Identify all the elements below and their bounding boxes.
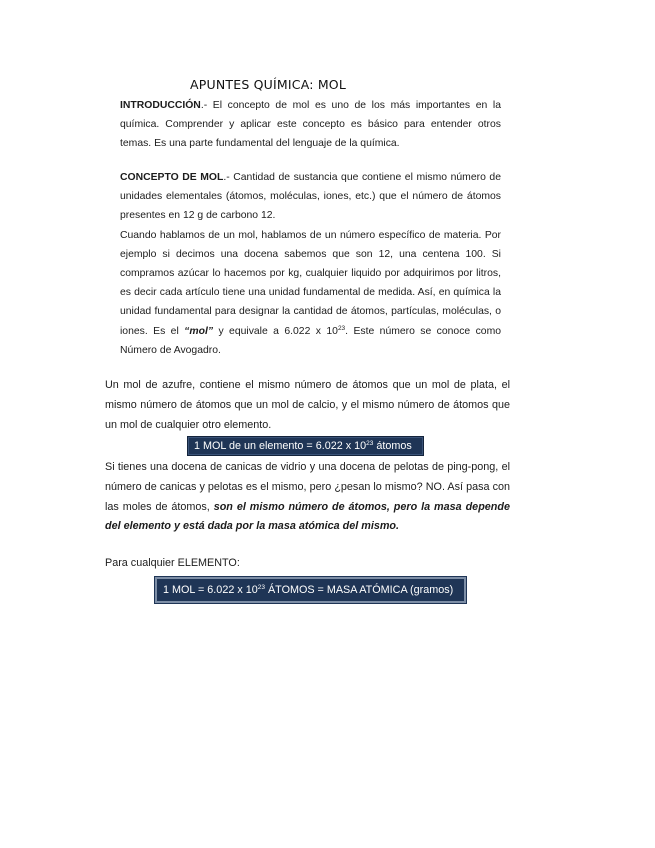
formula-box-mass-post: ÁTOMOS = MASA ATÓMICA (gramos) [264,584,454,596]
concept-text-2a: Cuando hablamos de un mol, hablamos de un número específico de materia. Por ejemplo si decimos una docena sabemos que son 12, una centena 100. Si compramos azúcar lo hacemos por kg, cualquier liquido por adquirimos por litros, es decir cada artículo tiene una unidad fundamental de medida. Así, en química la unidad fundamental para designar la cantidad de átomos, partículas, moléculas, o iones. Es el [120,229,501,337]
concept-text-1: .- Cantidad de sustancia que contiene el mismo número de unidades elementales (átomos, moléculas, iones, etc.) que el número de átomos presentes en 12 g de carbono 12. [120,172,501,222]
intro-section [120,96,501,154]
paragraph-canicas-text [105,458,510,537]
concept-paragraph-1 [120,168,501,226]
concept-section [120,168,501,360]
formula-box-element-post: átomos [373,440,412,452]
paragraph-azufre-text: Un mol de azufre, contiene el mismo número de átomos que un mol de plata, el mismo número de átomos que un mol de calcio, y el mismo número de átomos que un mol de cualquier otro elemento. [105,379,510,431]
concept-exponent: 23 [337,324,346,332]
intro-text: .- El concepto de mol es uno de los más importantes en la química. Comprender y aplicar este concepto es básico para entender otros temas. Es una parte fundamental del lenguaje de la química. [120,100,501,150]
formula-box-element [187,436,424,456]
page-title: APUNTES QUÍMICA: MOL [190,77,347,92]
concept-text-2b: y equivale a 6.022 x 10 [213,325,338,337]
paragraph-canicas-plain: Si tienes una docena de canicas de vidrio y una docena de pelotas de ping-pong, el número de canicas y pelotas es el mismo, pero ¿pesan lo mismo? NO. Así pasa con las moles de átomos, [105,461,510,513]
concept-heading: CONCEPTO DE MOL [120,172,224,183]
paragraph-canicas-emphasis: son el mismo número de átomos, pero la masa depende del elemento y está dada por la masa atómica del mismo. [105,500,510,533]
formula-box-mass-pre: 1 MOL = 6.022 x 10 [163,584,258,596]
paragraph-elemento [105,554,510,574]
formula-box-mass-exp: 23 [257,584,265,591]
paragraph-azufre [105,376,510,435]
formula-box-mass [155,577,466,603]
paragraph-elemento-text: Para cualquier ELEMENTO: [105,557,240,569]
formula-box-element-pre: 1 MOL de un elemento = 6.022 x 10 [194,440,367,452]
intro-heading: INTRODUCCIÓN [120,100,201,111]
intro-paragraph [120,96,501,154]
formula-box-element-exp: 23 [366,440,374,447]
concept-paragraph-2 [120,226,501,360]
mol-word: “mol” [184,325,214,337]
paragraph-canicas [105,458,510,537]
concept-text-2c: . Este número se conoce como Número de Avogadro. [120,325,502,356]
